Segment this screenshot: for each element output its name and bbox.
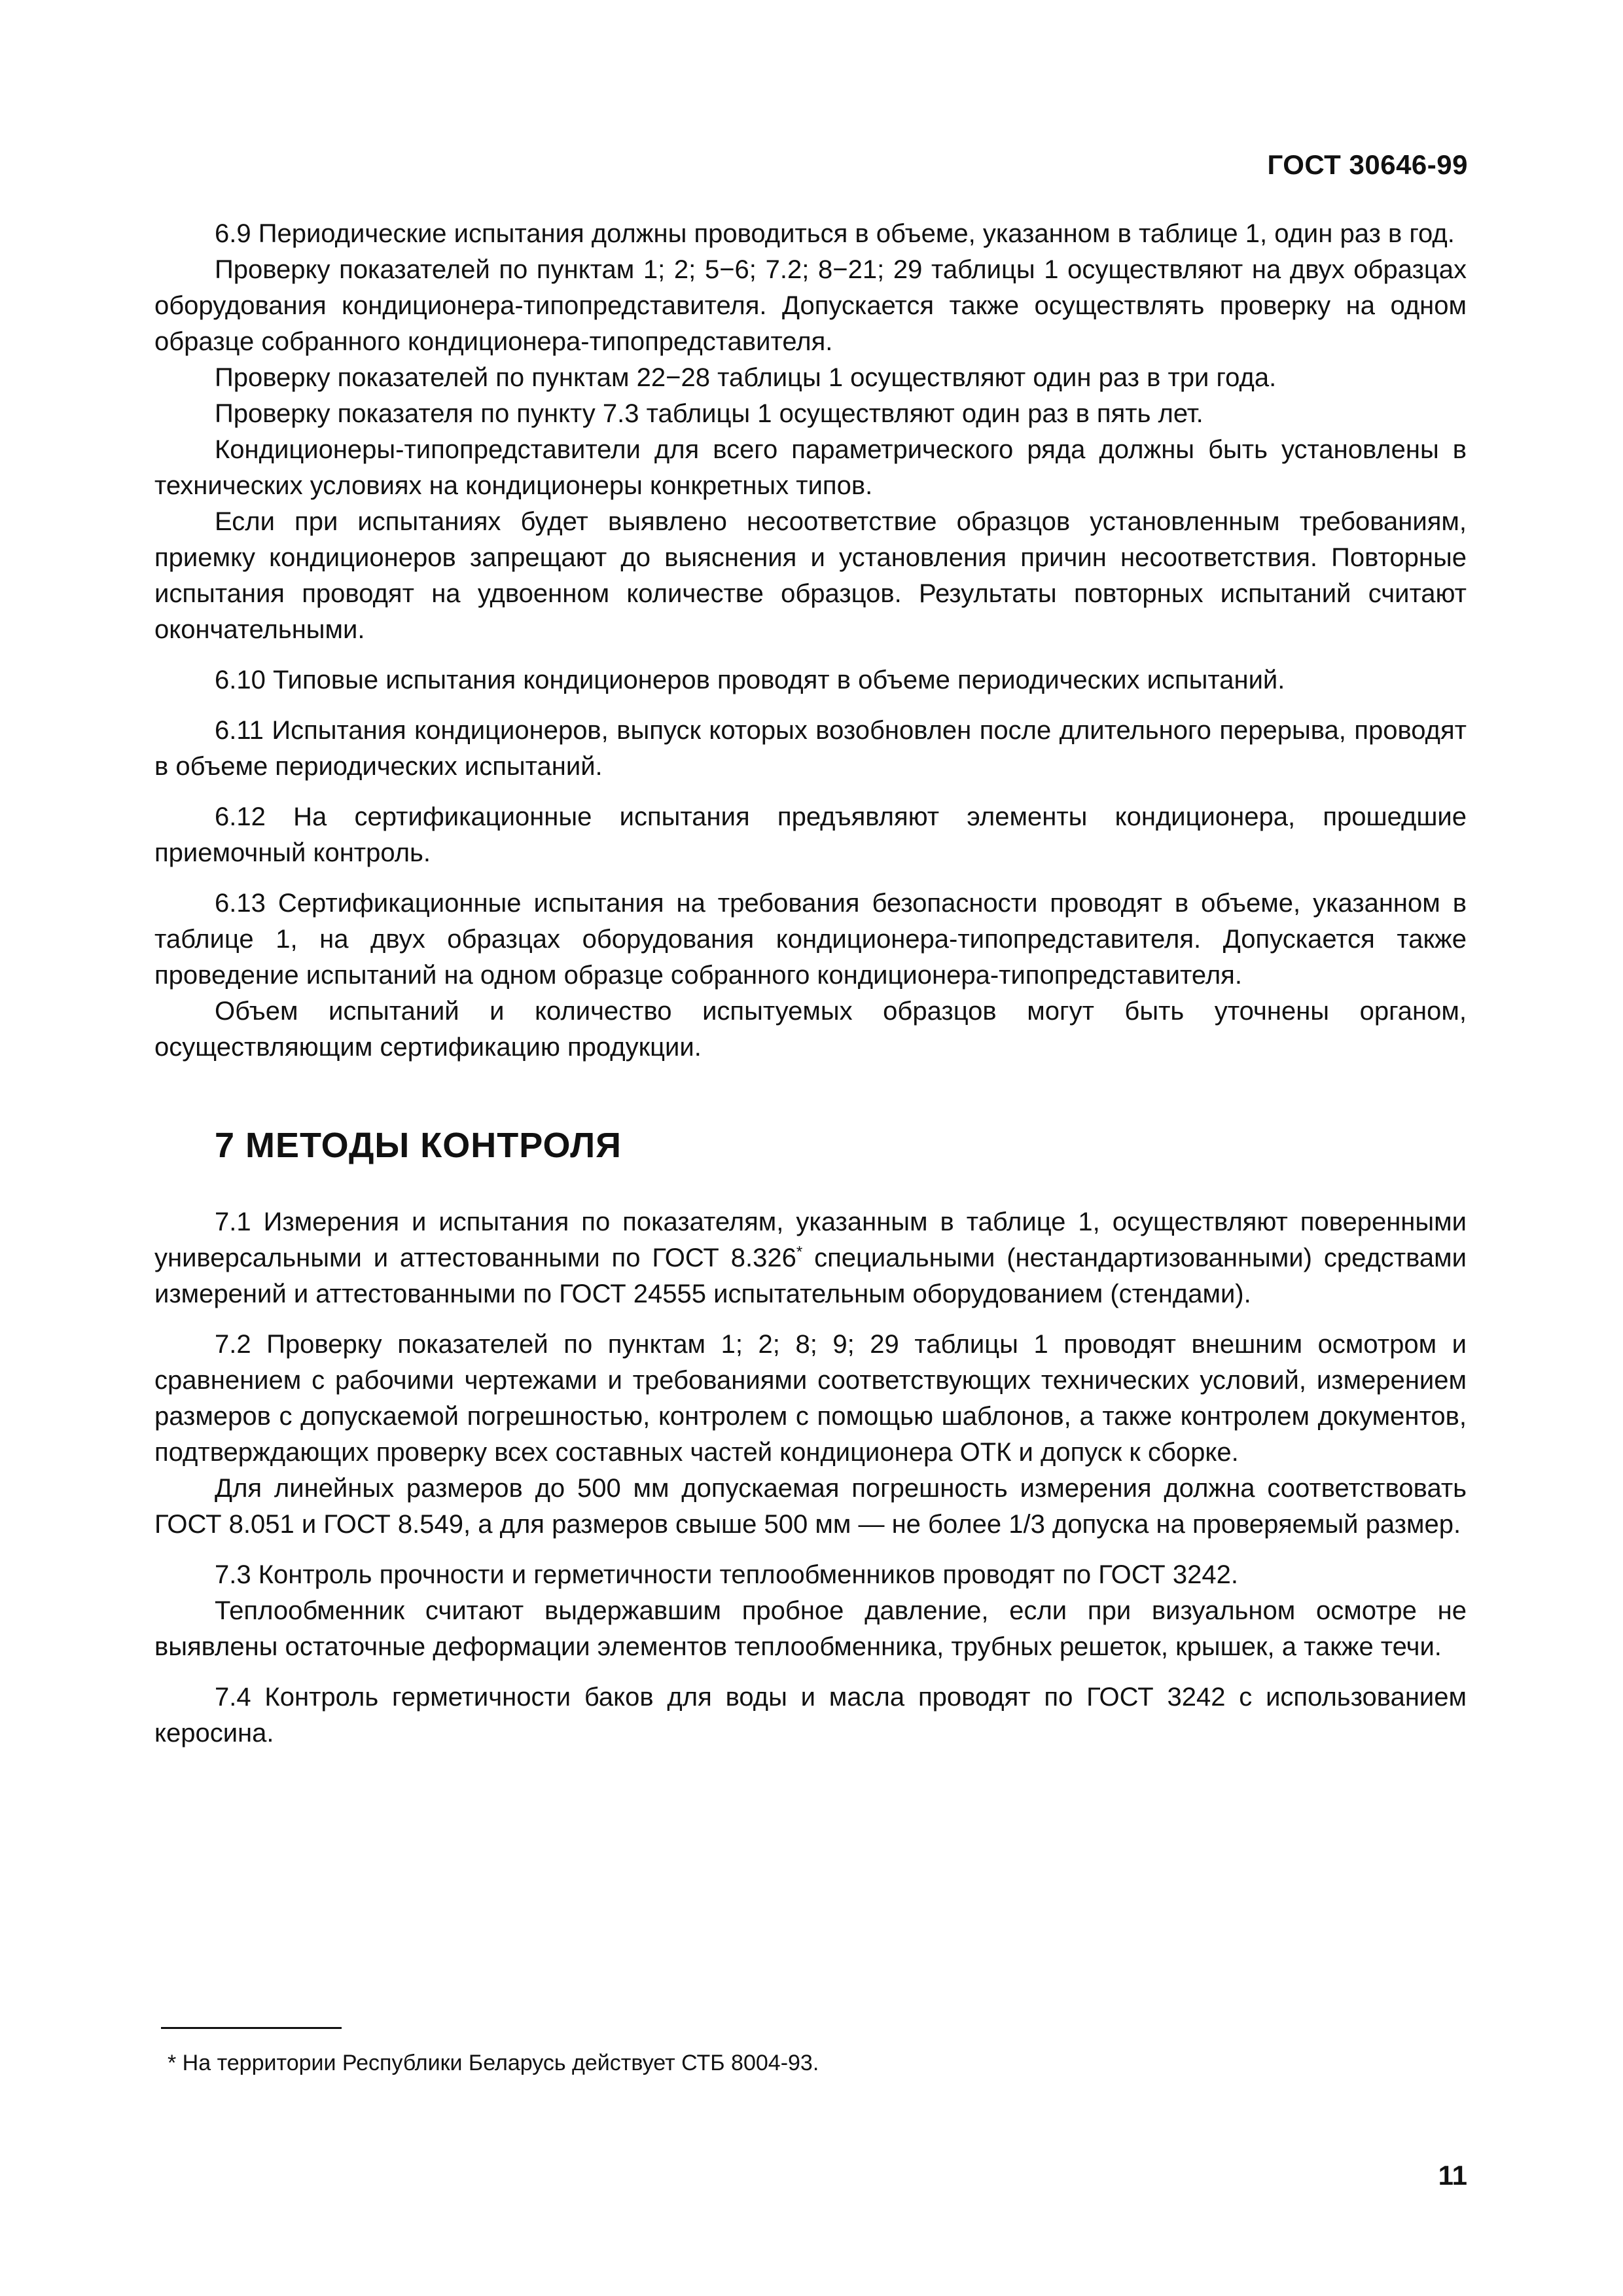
paragraph-7-1-text-end: специальными (нестандартизованными) средствами измерений и аттестованными по ГОСТ 24555 испытательным оборудованием (стендами). <box>154 1244 1467 1308</box>
footnote-reference-mark: * <box>796 1243 803 1261</box>
paragraph-7-2: 7.2 Проверку показателей по пунктам 1; 2; 8; 9; 29 таблицы 1 проводят внешним осмотром и сравнением с рабочими чертежами и требованиями соответствующих технических условий, измерением размеров с допускаемой погрешностью, контролем с помощью шаблонов, а также контролем документов, подтверждающих проверку всех составных частей кондиционера ОТК и допуск к сборке. <box>154 1330 1467 1467</box>
standard-code-header: ГОСТ 30646-99 <box>1267 149 1468 180</box>
paragraph-6-13-scope: Объем испытаний и количество испытуемых образцов могут быть уточнены органом, осуществляющим сертификацию продукции. <box>154 997 1467 1062</box>
paragraph-6-9-representatives: Кондиционеры-типопредставители для всего параметрического ряда должны быть установлены в технических условиях на кондиционеры конкретных типов. <box>154 435 1467 500</box>
paragraph-6-9-sample-check: Проверку показателей по пунктам 1; 2; 5−6; 7.2; 8−21; 29 таблицы 1 осуществляют на двух образцах оборудования кондиционера-типопредставителя. Допускается также осуществлять проверку на одном образце собранного кондиционера-типопредставителя. <box>154 255 1467 356</box>
paragraph-6-13: 6.13 Сертификационные испытания на требования безопасности проводят в объеме, указанном в таблице 1, на двух образцах оборудования кондиционера-типопредставителя. Допускается также проведение испытаний на одном образце собранного кондиционера-типопредставителя. <box>154 889 1467 990</box>
footnote-divider <box>161 2027 342 2029</box>
paragraph-6-9-nonconformity: Если при испытаниях будет выявлено несоответствие образцов установленным требованиям, приемку кондиционеров запрещают до выяснения и установления причин несоответствия. Повторные испытания проводят на удвоенном количестве образцов. Результаты повторных испытаний считают окончательными. <box>154 507 1467 644</box>
page-number: 11 <box>1438 2160 1467 2191</box>
paragraph-6-9-five-years: Проверку показателя по пункту 7.3 таблицы 1 осуществляют один раз в пять лет. <box>215 399 1204 428</box>
paragraph-7-3-heat-exchanger: Теплообменник считают выдержавшим пробное давление, если при визуальном осмотре не выявлены остаточные деформации элементов теплообменника, трубных решеток, крышек, а также течи. <box>154 1596 1467 1661</box>
paragraph-7-2-linear-sizes: Для линейных размеров до 500 мм допускаемая погрешность измерения должна соответствовать ГОСТ 8.051 и ГОСТ 8.549, а для размеров свыше 500 мм — не более 1/3 допуска на проверяемый размер. <box>154 1474 1467 1539</box>
paragraph-7-4: 7.4 Контроль герметичности баков для воды и масла проводят по ГОСТ 3242 с использованием керосина. <box>154 1683 1467 1748</box>
paragraph-6-10: 6.10 Типовые испытания кондиционеров проводят в объеме периодических испытаний. <box>215 666 1285 694</box>
paragraph-7-1-text-start: 7.1 Измерения и испытания по показателям, указанным в таблице 1, осуществляют поверенными универсальными и аттестованными по ГОСТ 8.326 <box>154 1208 1467 1272</box>
paragraph-6-12: 6.12 На сертификационные испытания предъявляют элементы кондиционера, прошедшие приемочный контроль. <box>154 802 1467 867</box>
section-heading-control-methods: 7 МЕТОДЫ КОНТРОЛЯ <box>215 1126 622 1165</box>
paragraph-7-3: 7.3 Контроль прочности и герметичности теплообменников проводят по ГОСТ 3242. <box>215 1560 1238 1589</box>
paragraph-7-1 <box>154 1204 1467 1312</box>
footnote-text: * На территории Республики Беларусь действует СТБ 8004-93. <box>168 2051 819 2075</box>
main-text <box>154 216 1467 1751</box>
paragraph-6-9-three-years: Проверку показателей по пунктам 22−28 таблицы 1 осуществляют один раз в три года. <box>215 363 1277 392</box>
paragraph-6-11: 6.11 Испытания кондиционеров, выпуск которых возобновлен после длительного перерыва, проводят в объеме периодических испытаний. <box>154 716 1467 781</box>
paragraph-6-9: 6.9 Периодические испытания должны проводиться в объеме, указанном в таблице 1, один раз в год. <box>215 219 1455 248</box>
